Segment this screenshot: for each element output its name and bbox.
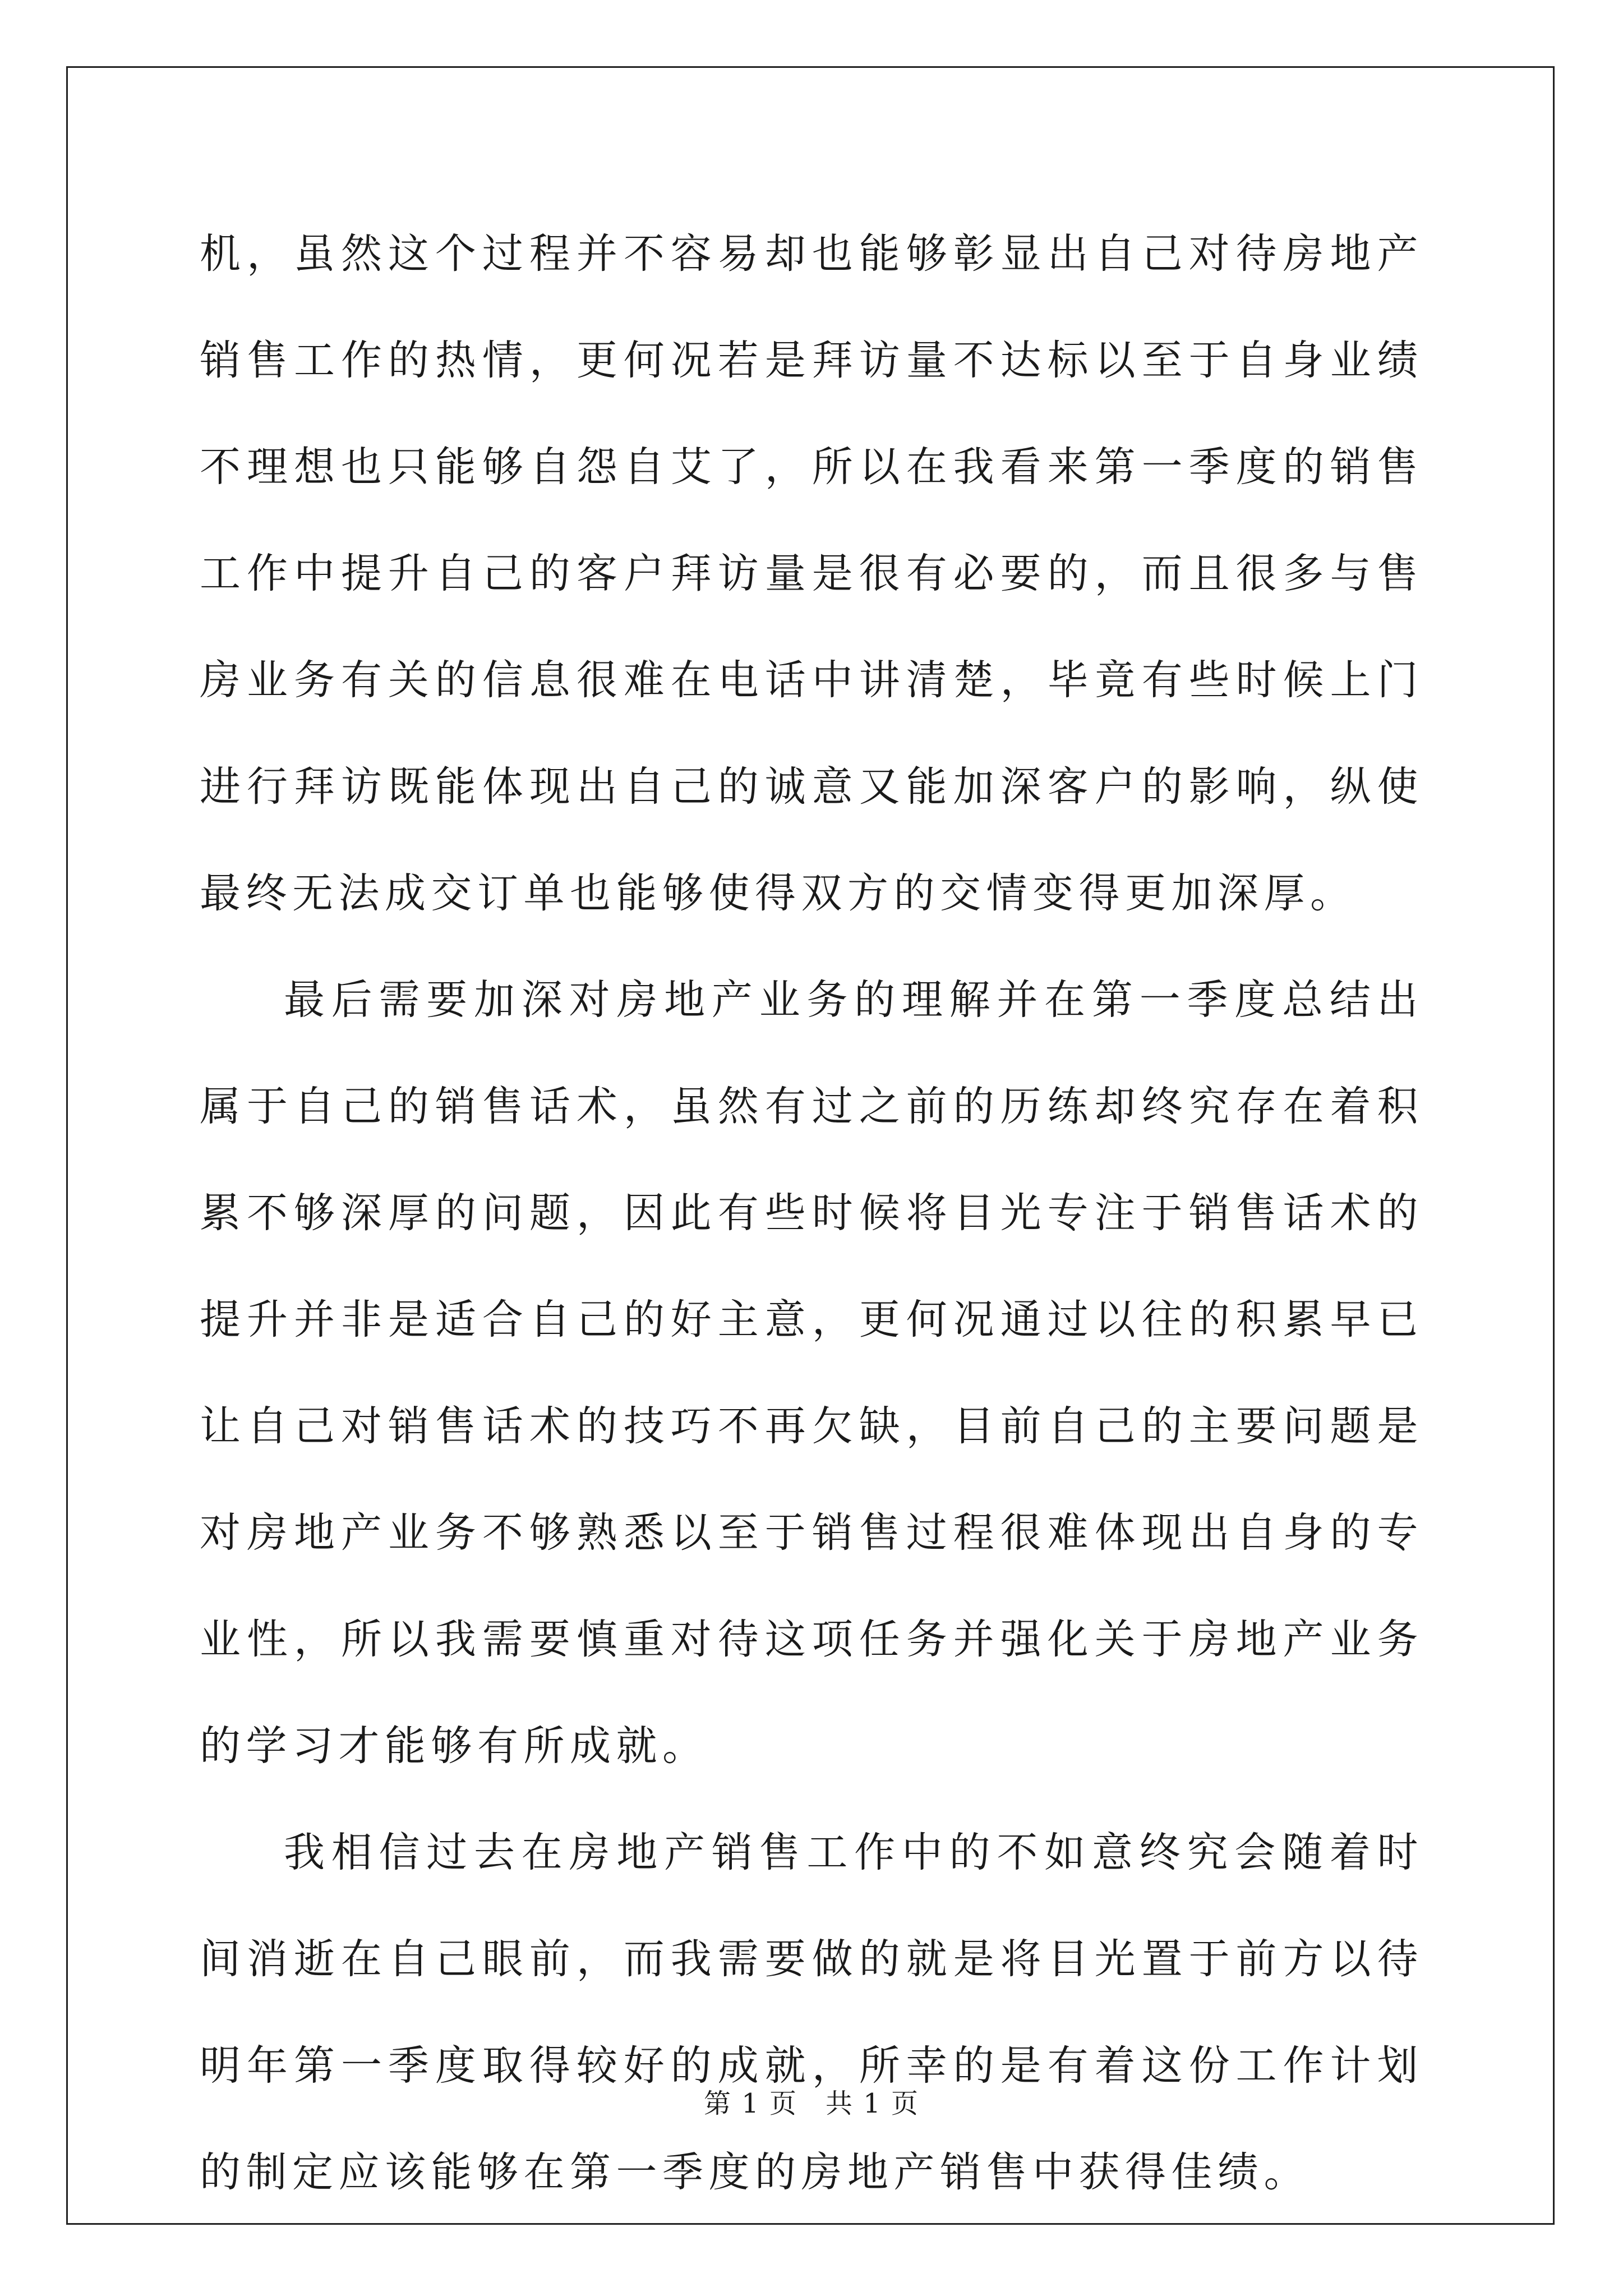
paragraph-1: 机，虽然这个过程并不容易却也能够彰显出自己对待房地产销售工作的热情，更何况若是拜访量不达标以至于自身业绩不理想也只能够自怨自艾了，所以在我看来第一季度的销售工作中提升自己的客户拜访量是很有必要的，而且很多与售房业务有关的信息很难在电话中讲清楚，毕竟有些时候上门进行拜访既能体现出自己的诚意又能加深客户的影响，纵使最终无法成交订单也能够使得双方的交情变得更加深厚。 — [200, 230, 1423, 917]
paragraph-2: 最后需要加深对房地产业务的理解并在第一季度总结出属于自己的销售话术，虽然有过之前的历练却终究存在着积累不够深厚的问题，因此有些时候将目光专注于销售话术的提升并非是适合自己的好主意，更何况通过以往的积累早已让自己对销售话术的技巧不再欠缺，目前自己的主要问题是对房地产业务不够熟悉以至于销售过程很难体现出自身的专业性，所以我需要慎重对待这项任务并强化关于房地产业务的学习才能够有所成就。 — [200, 976, 1423, 1770]
paragraph-3: 我相信过去在房地产销售工作中的不如意终究会随着时间消逝在自己眼前，而我需要做的就是将目光置于前方以待明年第一季度取得较好的成就，所幸的是有着这份工作计划的制定应该能够在第一季度的房地产销售中获得佳绩。 — [200, 1829, 1423, 2196]
document-body — [200, 201, 1423, 2226]
page-number-footer: 第 1 页 共 1 页 — [703, 2088, 920, 2119]
